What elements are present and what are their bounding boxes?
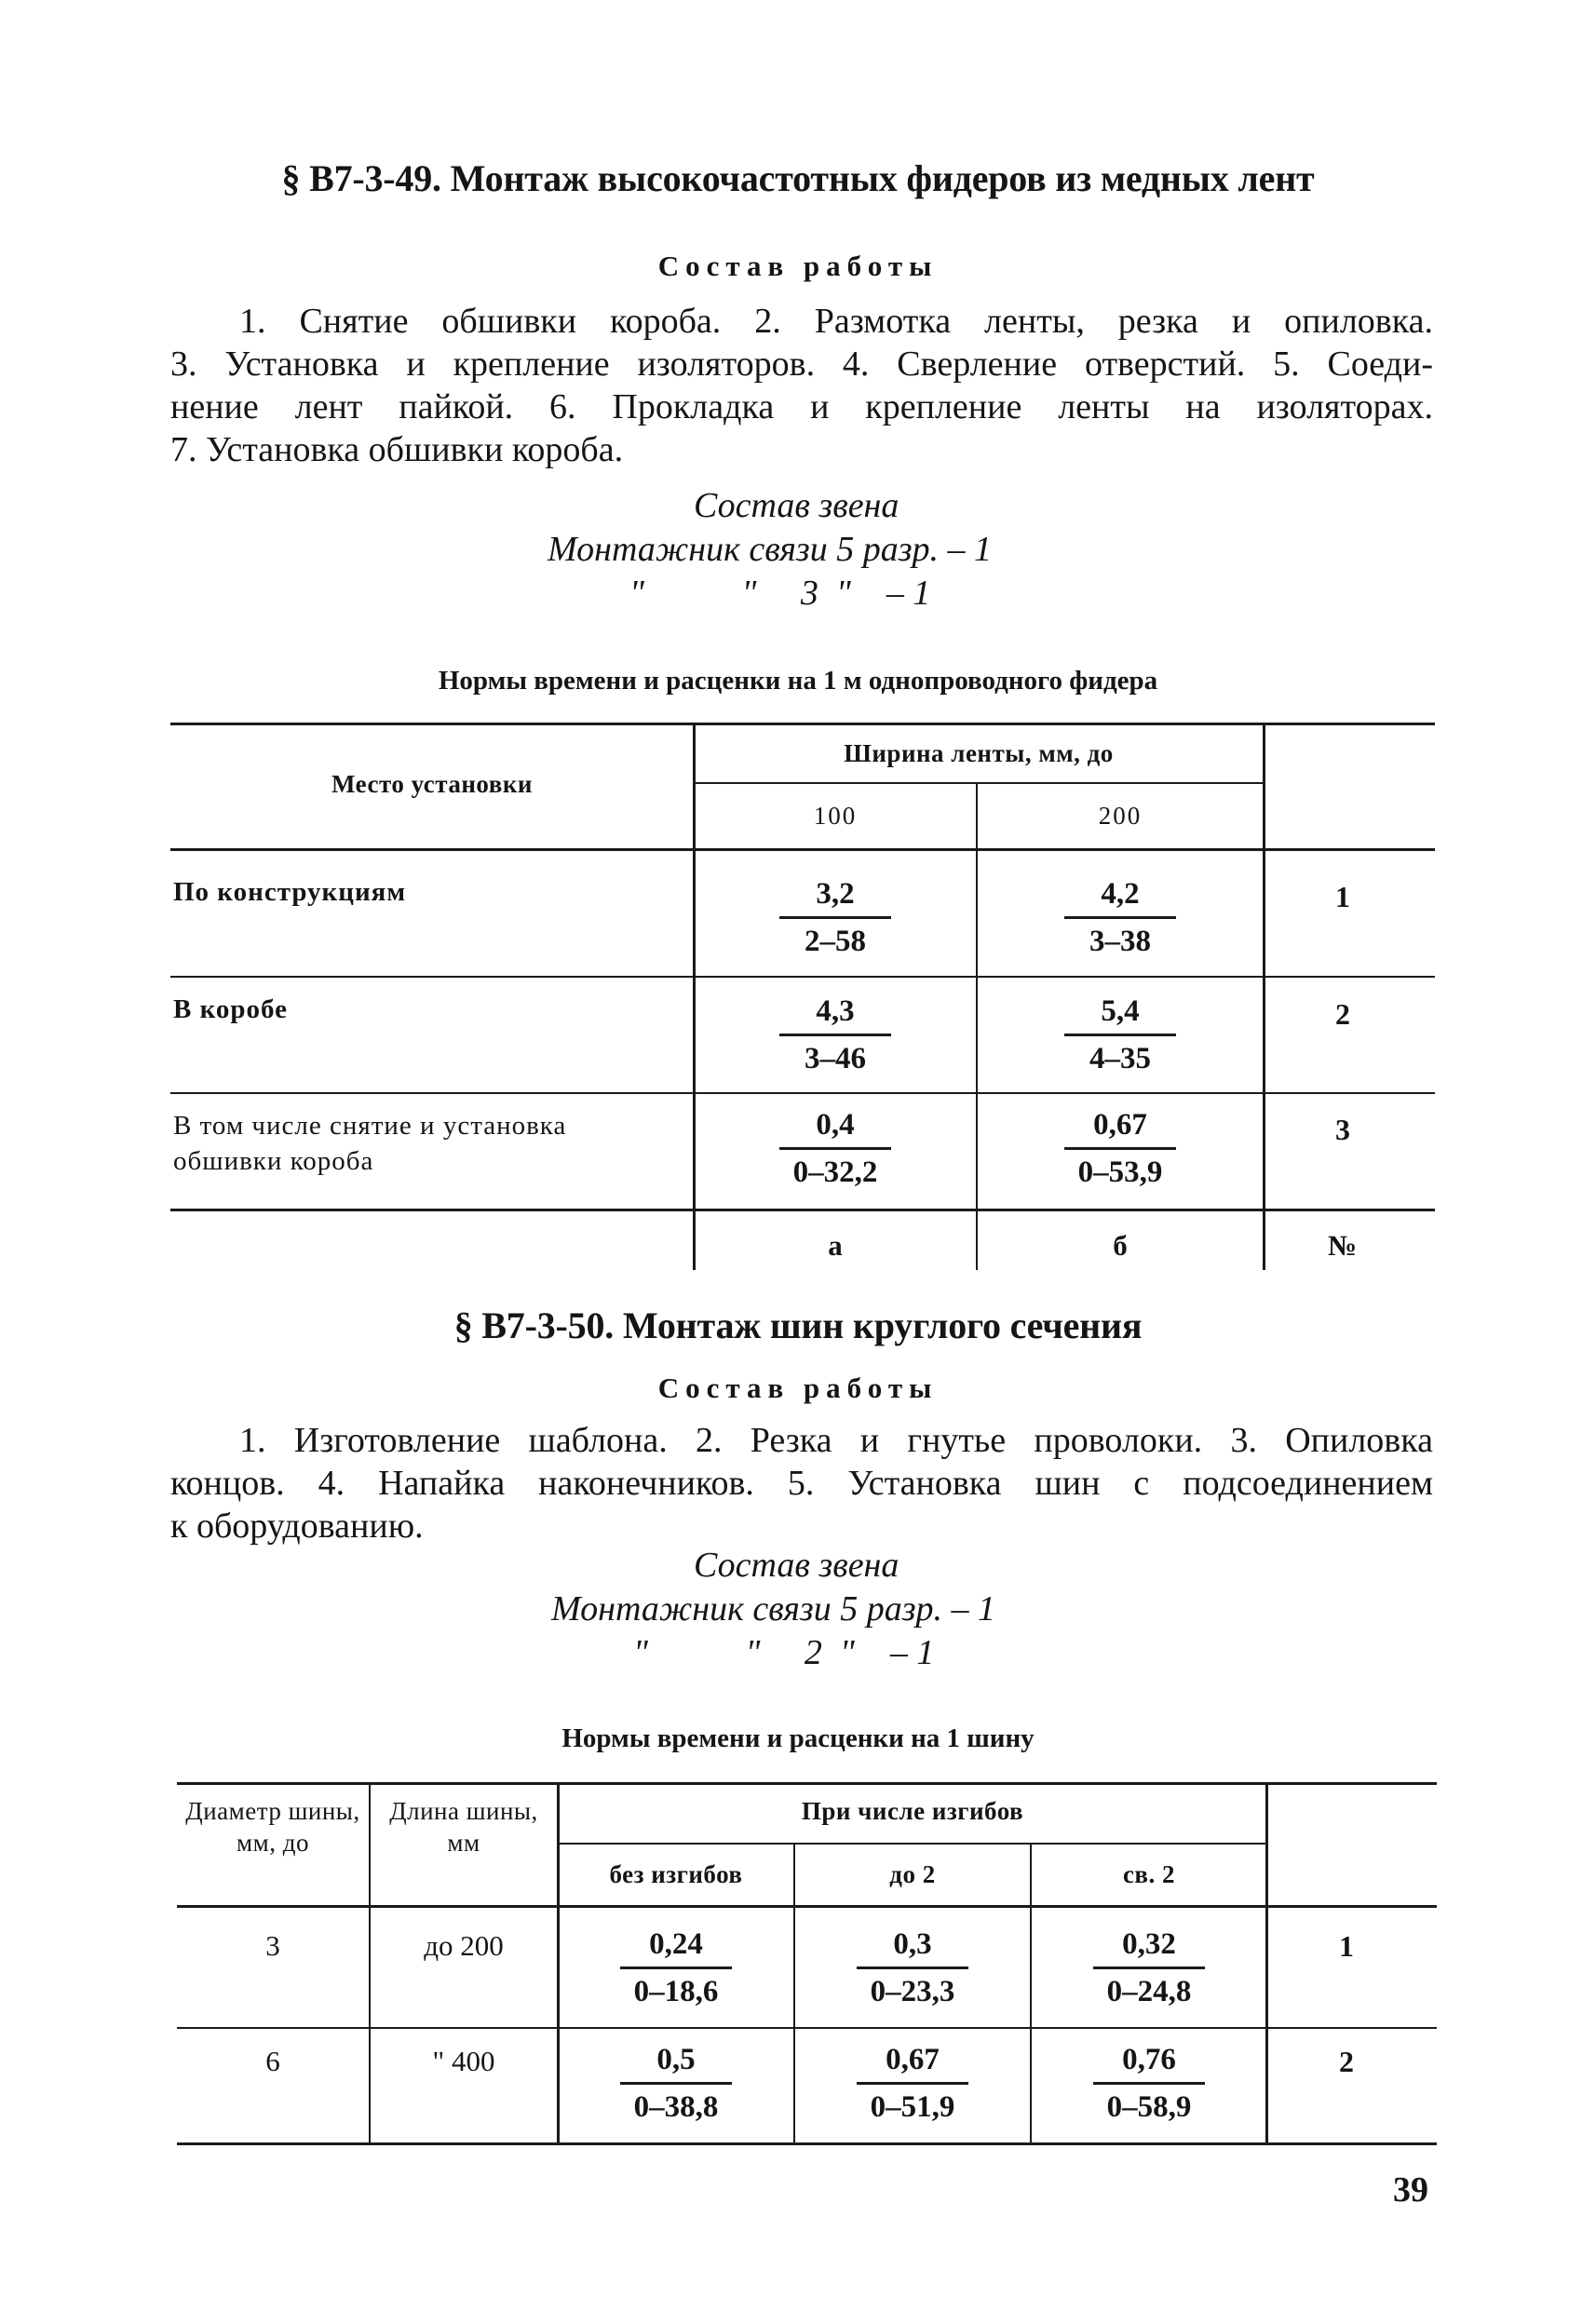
header-over-2: св. 2 <box>1122 1860 1176 1888</box>
header-width-200: 200 <box>1098 802 1143 830</box>
section1-work-heading: Состав работы <box>657 250 939 282</box>
fraction-denominator: 0–23,3 <box>870 1975 955 2008</box>
section1-crew-heading: Состав звена <box>694 486 899 525</box>
header-no-bends: без изгибов <box>609 1860 743 1888</box>
fraction-numerator: 0,67 <box>1093 1108 1147 1142</box>
table-row-1-place: По конструкциям <box>173 877 407 907</box>
header-upto-2: до 2 <box>889 1860 936 1888</box>
fraction-numerator: 0,24 <box>649 1927 703 1961</box>
fraction-denominator: 4–35 <box>1089 1042 1151 1075</box>
fraction-denominator: 3–38 <box>1089 925 1151 958</box>
table-footer-a: а <box>828 1229 843 1262</box>
table2-row-2-no-bends <box>602 2041 751 2126</box>
table2-row-1-no-bends <box>602 1926 751 2010</box>
fraction-numerator: 0,4 <box>816 1108 855 1142</box>
table-row-2-number: 2 <box>1335 997 1350 1031</box>
section1-crew-line2: " " 3 " – 1 <box>629 574 931 613</box>
header-bends-group: При числе изгибов <box>801 1797 1024 1825</box>
fraction-numerator: 4,3 <box>816 994 855 1028</box>
fraction-denominator: 0–32,2 <box>792 1156 878 1189</box>
table2-row-2-length: " 400 <box>432 2045 495 2077</box>
fraction-denominator: 0–38,8 <box>633 2090 719 2124</box>
section1-work-line-2: 3. Установка и крепление изоляторов. 4. Сверление отверстий. 5. Соеди- <box>170 345 1433 384</box>
fraction-numerator: 5,4 <box>1101 994 1140 1028</box>
header-diameter: Диаметр шины, мм, до <box>185 1797 360 1857</box>
section1-work-line-3: нение лент пайкой. 6. Прокладка и крепление ленты на изоляторах. <box>170 387 1433 426</box>
header-width-group: Ширина ленты, мм, до <box>844 739 1114 767</box>
table-footer-b: б <box>1113 1229 1128 1262</box>
header-length: Длина шины, мм <box>389 1797 538 1857</box>
section2-crew-line2: " " 2 " – 1 <box>633 1633 935 1672</box>
fraction-denominator: 3–46 <box>805 1042 866 1075</box>
table-footer-number: № <box>1328 1229 1358 1262</box>
section2-work-line-1: 1. Изготовление шаблона. 2. Резка и гнутье проволоки. 3. Опиловка <box>239 1421 1433 1460</box>
section1-table-caption: Нормы времени и расценки на 1 м однопроводного фидера <box>438 666 1158 696</box>
table2-row-1-diameter: 3 <box>265 1929 280 1962</box>
table2-row-1-length: до 200 <box>424 1929 504 1962</box>
section2-title: § В7-3-50. Монтаж шин круглого сечения <box>453 1304 1143 1346</box>
fraction-denominator: 0–53,9 <box>1077 1156 1163 1189</box>
table-row-1-number: 1 <box>1335 880 1350 913</box>
section2-crew-heading: Состав звена <box>694 1546 899 1585</box>
table-row-2-place: В коробе <box>173 994 289 1024</box>
fraction-numerator: 0,76 <box>1122 2043 1176 2076</box>
table2-row-2-number: 2 <box>1339 2045 1354 2078</box>
table-row-3-number: 3 <box>1335 1113 1350 1146</box>
table2-row-2-diameter: 6 <box>265 2045 280 2077</box>
table2-row-2-over-2 <box>1075 2041 1224 2126</box>
table-row-3-place: В том числе снятие и установка обшивки короба <box>173 1111 567 1176</box>
fraction-denominator: 0–18,6 <box>633 1975 719 2008</box>
fraction-denominator: 0–24,8 <box>1106 1975 1192 2008</box>
fraction-numerator: 0,32 <box>1122 1927 1176 1961</box>
section1-title: § В7-3-49. Монтаж высокочастотных фидеров из медных лент <box>281 157 1315 199</box>
section2-work-line-3: к оборудованию. <box>170 1507 424 1546</box>
section2-crew-line1: Монтажник связи 5 разр. – 1 <box>551 1589 996 1629</box>
section2-work-line-2: концов. 4. Напайка наконечников. 5. Установка шин с подсоединением <box>170 1464 1433 1503</box>
fraction-numerator: 0,67 <box>886 2043 940 2076</box>
table2-row-1-upto-2 <box>838 1926 987 2010</box>
fraction-numerator: 0,3 <box>893 1927 932 1961</box>
section1-work-line-4: 7. Установка обшивки короба. <box>170 430 624 469</box>
section1-crew-line1: Монтажник связи 5 разр. – 1 <box>548 530 993 569</box>
table2-row-1-number: 1 <box>1339 1929 1354 1963</box>
fraction-denominator: 0–58,9 <box>1106 2090 1192 2124</box>
fraction-numerator: 0,5 <box>656 2043 696 2076</box>
fraction-denominator: 0–51,9 <box>870 2090 955 2124</box>
section1-work-line-1: 1. Снятие обшивки короба. 2. Размотка ленты, резка и опиловка. <box>239 302 1433 341</box>
header-place: Место установки <box>331 770 533 798</box>
table2-row-1-over-2 <box>1075 1926 1224 2010</box>
fraction-numerator: 3,2 <box>816 877 855 911</box>
section2-table-caption: Нормы времени и расценки на 1 шину <box>561 1723 1035 1753</box>
page-number: 39 <box>1393 2170 1428 2210</box>
table2-row-2-upto-2 <box>838 2041 987 2126</box>
section2-work-heading: Состав работы <box>657 1372 939 1404</box>
fraction-numerator: 4,2 <box>1101 877 1140 911</box>
fraction-denominator: 2–58 <box>805 925 866 958</box>
header-width-100: 100 <box>813 802 858 830</box>
